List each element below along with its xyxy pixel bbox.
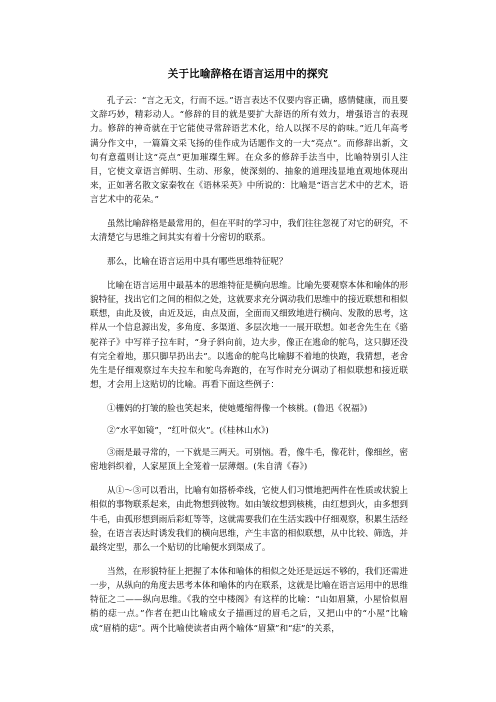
paragraph-analysis: 从①～③可以看出，比喻有如搭桥牵线，它使人们习惯地把两件在性质或状貌上相似的事物联系起来，由此物想到彼物。如由皱纹想到核桃，由红想到火，由多想到牛毛，由孤形想到雨后彩虹等等，这就需要我们在生活实践中仔细观察，积累生活经验，在语言表达时诱发我们的横向思维，产生丰富的相似联想，从中比较、筛选，并最终定型，那么一个贴切的比喻便水到渠成了。 bbox=[90, 486, 408, 553]
document-body bbox=[90, 94, 408, 645]
paragraph-intro: 孔子云：“言之无文，行而不远。”语言表达不仅要内容正确，感情健康，而且要文辞巧妙，精彩动人。“修辞的目的就是要扩大辞语的所有效力，增强语言的表现力。修辞的神奇就在于它能使寻常辞语艺术化，给人以探不尽的韵味。”近几年高考满分作文中，一篇篇文采飞扬的佳作成为话题作文的一大“亮点”。而修辞出新，文句有意蕴则让这“亮点”更加璀璨生辉。在众多的修辞手法当中，比喻特别引人注目，它使文章语言鲜明、生动、形象，使深刻的、抽象的道理浅显地直观地体现出来，正如著名散文家秦牧在《语林采英》中所说的：比喻是“语言艺术中的艺术，语言艺术中的花朵。” bbox=[90, 96, 408, 206]
paragraph-horizontal-thinking: 比喻在语言运用中最基本的思维特征是横向思维。比喻先要观察本体和喻体的形貌特征，找出它们之间的相似之处，这就要求充分调动我们思维中的接近联想和相似联想，由此及彼，由近及远，由点及面，全面而又细致地进行横向、发散的思考，这样从一个信息源出发，多角度、多渠道、多层次地一一展开联想。如老舍先生在《骆驼祥子》中写祥子拉车时，“身子斜向前，边大步，像正在逃命的鸵鸟，这只脚还没有完全着地，那只脚早扔出去”。以逃命的鸵鸟比喻脚不着地的快跑，我猜想，老舍先生是仔细观察过车夫拉车和鸵鸟奔跑的，在写作时充分调动了相似联想和接近联想，才会用上这贴切的比喻。再看下面这些例子： bbox=[90, 280, 408, 391]
paragraph-vertical-thinking: 当然，在形貌特征上把握了本体和喻体的相似之处还是远远不够的，我们还需进一步，从纵向的角度去思考本体和喻体的内在联系，这就是比喻在语言运用中的思维特征之二——纵向思维。《我的空中楼阁》有这样的比喻：“山如眉黛，小屋恰似眉梢的痣一点。”作者在把山比喻成女子描画过的眉毛之后，又把山中的“小屋”比喻成“眉梢的痣”。两个比喻使读者由两个喻体“眉黛”和“痣”的关系， bbox=[90, 566, 408, 634]
example-2: ②“水平如镜”，“红叶似火”。(《桂林山水》) bbox=[107, 426, 269, 437]
example-3: ③雨是最寻常的，一下就是三两天。可别恼。看，像牛毛，像花针，像细丝，密密地斜织着，人家屋顶上全笼着一层薄烟。(朱自清《春》) bbox=[90, 448, 408, 473]
paragraph-neglect: 虽然比喻辞格是最常用的，但在平时的学习中，我们往往忽视了对它的研究，不太清楚它与思维之间其实有着十分密切的联系。 bbox=[90, 219, 408, 244]
paragraph-question: 那么，比喻在语言运用中具有哪些思维特征呢？ bbox=[107, 257, 288, 268]
example-1: ①栅妈的打皱的脸也笑起来，使她蹙缩得像一个核桃。(鲁迅《祝福》) bbox=[107, 403, 368, 414]
document-title: 关于比喻辞格在语言运用中的探究 bbox=[167, 68, 329, 80]
